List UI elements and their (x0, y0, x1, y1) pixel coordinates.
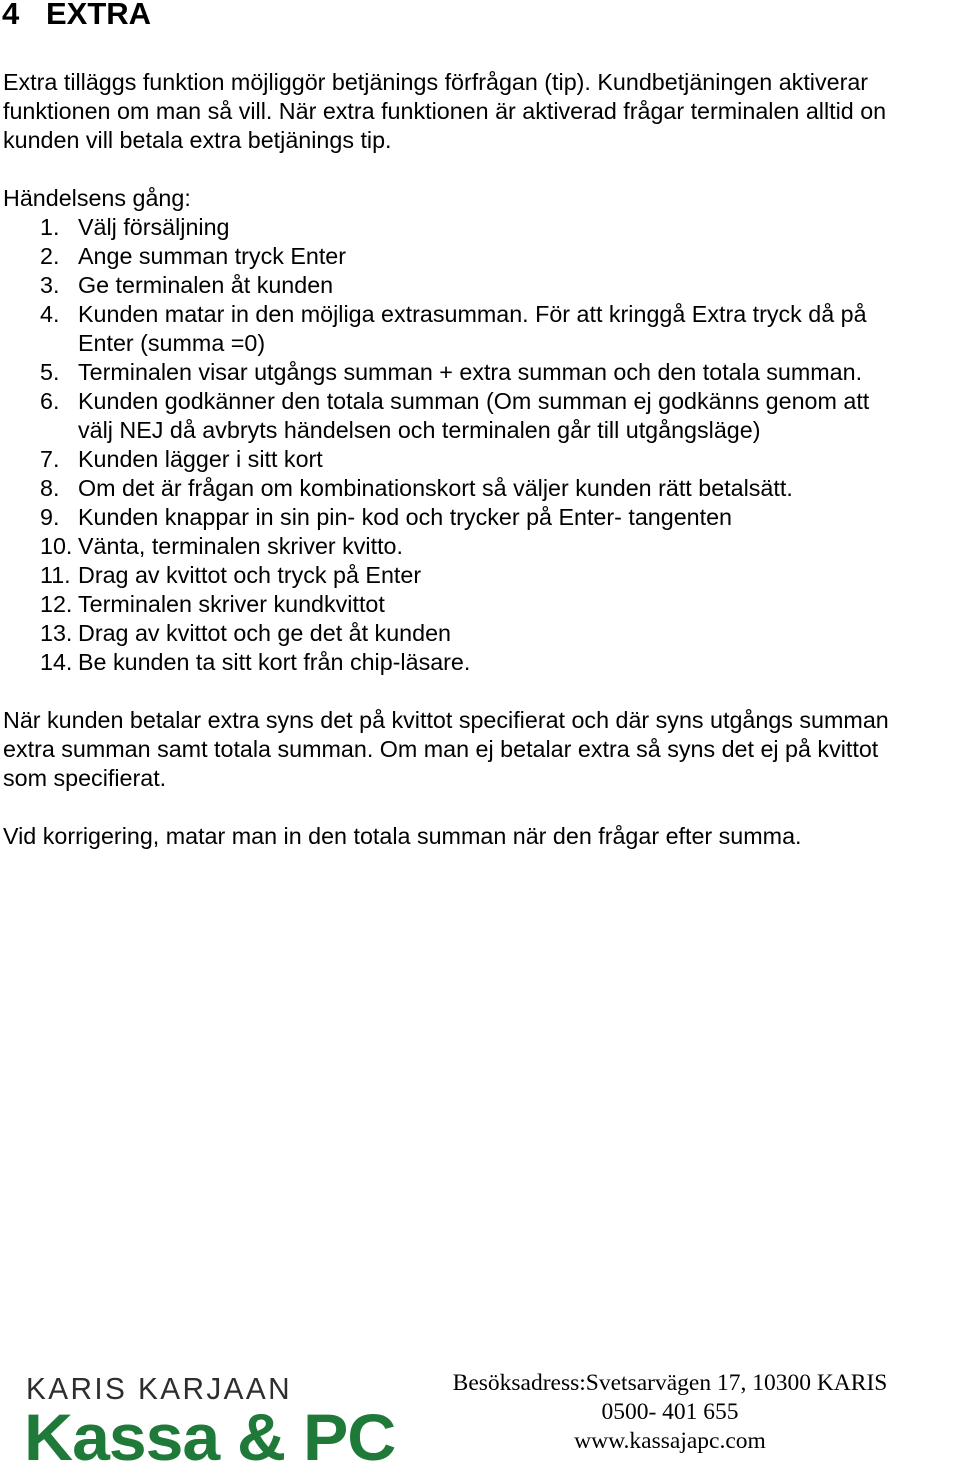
steps-label: Händelsens gång: (3, 185, 191, 211)
step-number: 4. (40, 301, 60, 327)
footer-website: www.kassajapc.com (574, 1428, 766, 1454)
step-number: 3. (40, 272, 60, 298)
list-item (0, 503, 960, 532)
list-item (0, 561, 960, 590)
intro-paragraph: Extra tilläggs funktion möjliggör betjänings förfrågan (tip). Kundbetjäningen aktiverar funktionen om man så vill. När extra funktionen är aktiverad frågar terminalen alltid on kunden vill betala extra betjänings tip. (3, 69, 887, 153)
step-number: 13. (40, 620, 73, 646)
step-text: Terminalen skriver kundkvittot (78, 591, 385, 617)
closing-paragraph-receipt: När kunden betalar extra syns det på kvittot specifierat och där syns utgångs summan extra summan samt totala summan. Om man ej betalar extra så syns det ej på kvittot som specifierat. (3, 707, 889, 791)
step-number: 7. (40, 446, 60, 472)
footer-address-line: Besöksadress:Svetsarvägen 17, 10300 KARIS (452, 1370, 888, 1396)
footer-phone: 0500- 401 655 (601, 1399, 739, 1425)
step-number: 2. (40, 243, 60, 269)
list-item (0, 242, 960, 271)
list-item (0, 300, 960, 358)
step-text: Terminalen visar utgångs summan + extra summan och den totala summan. (78, 359, 863, 385)
step-number: 1. (40, 214, 60, 240)
step-number: 9. (40, 504, 60, 530)
list-item (0, 532, 960, 561)
logo-town-names: KARIS KARJAAN (26, 1371, 293, 1406)
step-text: Ange summan tryck Enter (78, 243, 347, 269)
step-number: 5. (40, 359, 60, 385)
step-number: 8. (40, 475, 60, 501)
step-text: Välj försäljning (78, 214, 230, 240)
step-number: 6. (40, 388, 60, 414)
step-text: Drag av kvittot och tryck på Enter (78, 562, 422, 588)
step-text: Be kunden ta sitt kort från chip-läsare. (78, 649, 471, 675)
step-text: Drag av kvittot och ge det åt kunden (78, 620, 451, 646)
section-heading (2, 0, 151, 34)
list-item (0, 474, 960, 503)
section-title: EXTRA (46, 0, 152, 31)
list-item (0, 213, 960, 242)
logo-brand-name: Kassa & PC (24, 1400, 396, 1474)
list-item (0, 271, 960, 300)
step-number: 14. (40, 649, 73, 675)
list-item (0, 590, 960, 619)
step-text: Kunden lägger i sitt kort (78, 446, 323, 472)
step-text: Kunden matar in den möjliga extrasumman. För att kringgå Extra tryck då på Enter (summa =0) (78, 301, 867, 356)
section-number: 4 (2, 0, 20, 31)
step-text: Ge terminalen åt kunden (78, 272, 334, 298)
step-text: Vänta, terminalen skriver kvitto. (78, 533, 403, 559)
step-text: Om det är frågan om kombinationskort så väljer kunden rätt betalsätt. (78, 475, 793, 501)
steps-list (0, 213, 960, 677)
list-item (0, 445, 960, 474)
list-item (0, 358, 960, 387)
closing-paragraph-correction: Vid korrigering, matar man in den totala summan när den frågar efter summa. (3, 823, 802, 849)
list-item (0, 648, 960, 677)
company-logo (26, 1372, 406, 1472)
step-number: 11. (40, 562, 71, 588)
step-text: Kunden knappar in sin pin- kod och trycker på Enter- tangenten (78, 504, 733, 530)
step-text: Kunden godkänner den totala summan (Om summan ej godkänns genom att välj NEJ då avbryts händelsen och terminalen går till utgångsläge) (78, 388, 870, 443)
step-number: 12. (40, 591, 73, 617)
list-item (0, 387, 960, 445)
step-number: 10. (40, 533, 73, 559)
footer-contact (420, 1369, 920, 1456)
list-item (0, 619, 960, 648)
